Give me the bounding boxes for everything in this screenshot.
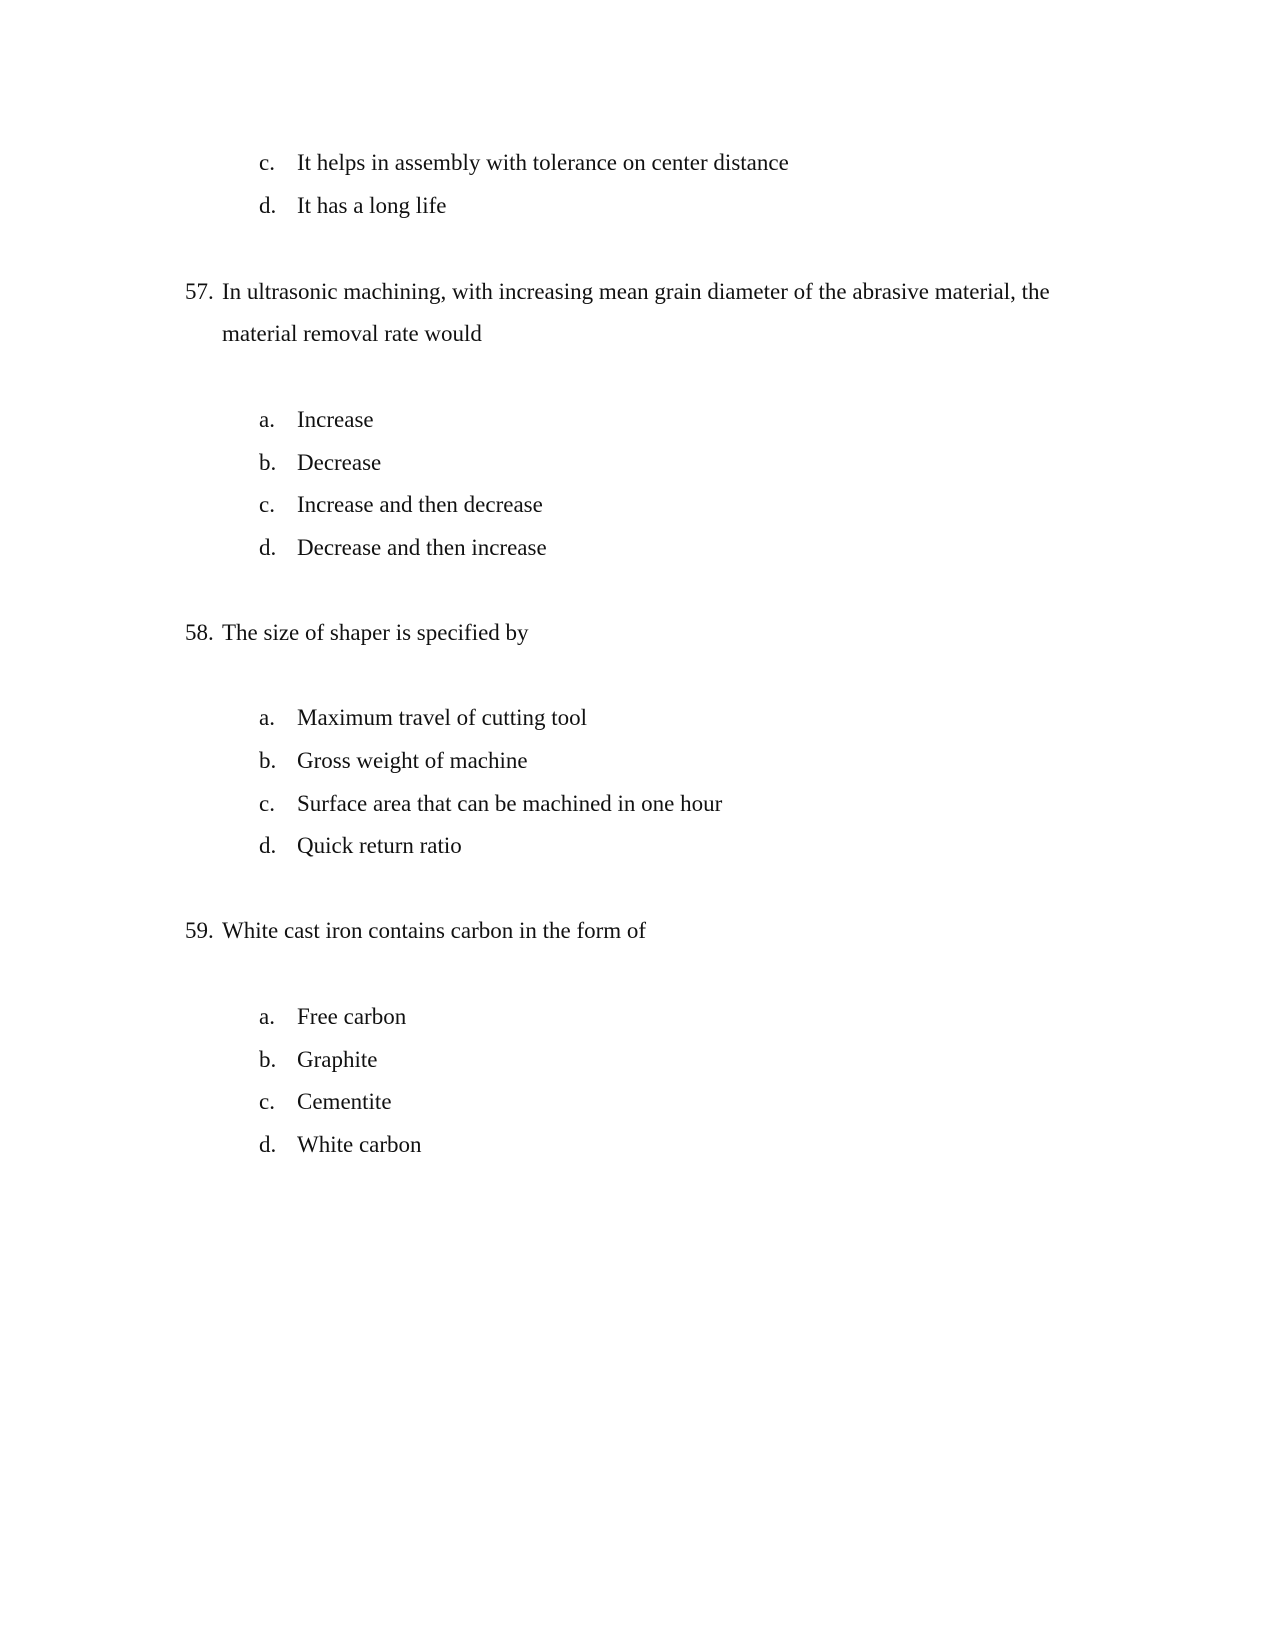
question-number: 59. bbox=[185, 918, 214, 943]
option-letter: d. bbox=[259, 1132, 277, 1157]
option-text: It helps in assembly with tolerance on center distance bbox=[297, 150, 789, 175]
option-letter: d. bbox=[259, 193, 277, 218]
option-letter: a. bbox=[259, 1004, 275, 1029]
option-text: Decrease and then increase bbox=[297, 535, 547, 560]
option-letter: b. bbox=[259, 1047, 277, 1072]
option-letter: a. bbox=[259, 705, 275, 730]
option-letter: c. bbox=[259, 150, 275, 175]
option-text: Quick return ratio bbox=[297, 833, 462, 858]
option-letter: d. bbox=[259, 535, 277, 560]
option-letter: b. bbox=[259, 748, 277, 773]
option-text: It has a long life bbox=[297, 193, 447, 218]
option-letter: d. bbox=[259, 833, 277, 858]
option-text: White carbon bbox=[297, 1132, 422, 1157]
option-text: Cementite bbox=[297, 1089, 392, 1114]
option-text: Maximum travel of cutting tool bbox=[297, 705, 588, 730]
question-number: 58. bbox=[185, 620, 214, 645]
option-letter: a. bbox=[259, 407, 275, 432]
question-number: 57. bbox=[185, 279, 214, 304]
option-text: Surface area that can be machined in one hour bbox=[297, 791, 723, 816]
question-text: In ultrasonic machining, with increasing mean grain diameter of the abrasive material, the bbox=[222, 279, 1050, 304]
option-letter: c. bbox=[259, 791, 275, 816]
option-letter: c. bbox=[259, 492, 275, 517]
question-text: The size of shaper is specified by bbox=[222, 620, 529, 645]
option-text: Increase bbox=[297, 407, 374, 432]
question-text: White cast iron contains carbon in the form of bbox=[222, 918, 647, 943]
option-letter: c. bbox=[259, 1089, 275, 1114]
option-text: Decrease bbox=[297, 450, 382, 475]
question-text-continued: material removal rate would bbox=[222, 321, 482, 346]
option-text: Graphite bbox=[297, 1047, 378, 1072]
option-text: Increase and then decrease bbox=[297, 492, 543, 517]
option-text: Free carbon bbox=[297, 1004, 407, 1029]
option-text: Gross weight of machine bbox=[297, 748, 528, 773]
option-letter: b. bbox=[259, 450, 277, 475]
